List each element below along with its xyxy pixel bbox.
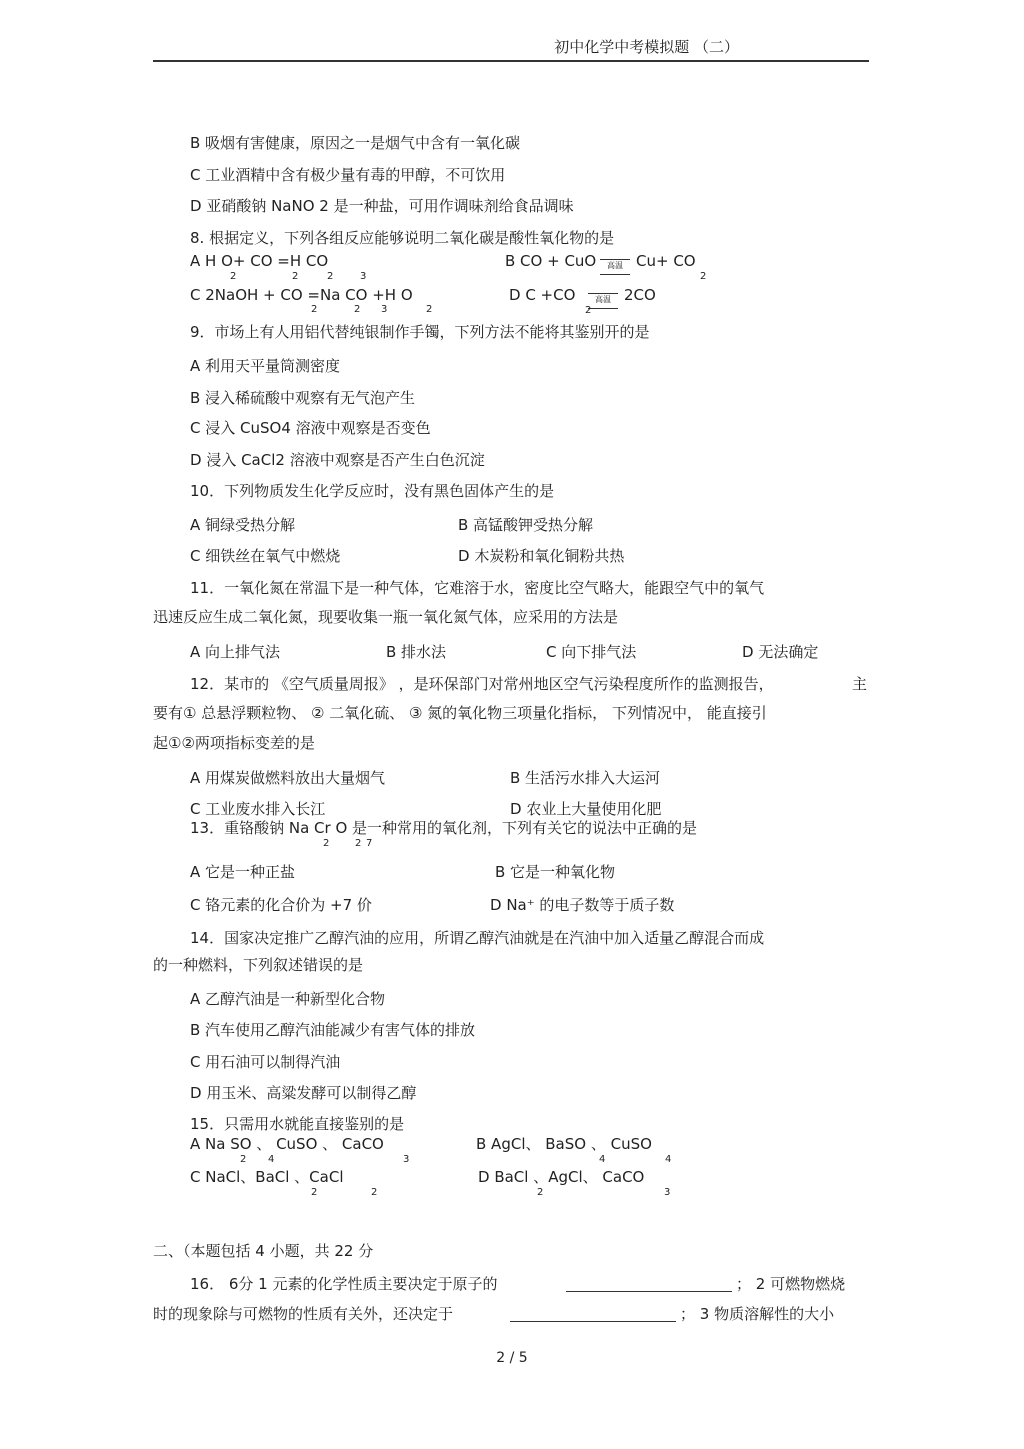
q11-option-c: C 向下排气法: [546, 643, 637, 661]
question-12-cont: 要有① 总悬浮颗粒物、 ② 二氧化硫、 ③ 氮的氧化物三项量化指标， 下列情况中， 能直接引: [153, 704, 767, 722]
question-12: 12．某市的 《空气质量周报》 ，是环保部门对常州地区空气污染程度所作的监测报告，: [190, 675, 774, 693]
q9-option-b: B 浸入稀硫酸中观察有无气泡产生: [190, 389, 416, 407]
q11-option-b: B 排水法: [386, 643, 447, 661]
q12-option-a: A 用煤炭做燃料放出大量烟气: [190, 769, 386, 787]
q12-option-d: D 农业上大量使用化肥: [510, 800, 662, 818]
question-16-mid: ； 2 可燃物燃烧: [736, 1275, 846, 1293]
subscript: 2: [355, 838, 362, 849]
question-13: 13．重铬酸钠 Na Cr O 是一种常用的氧化剂，下列有关它的说法中正确的是: [190, 819, 698, 837]
q15-option-d: D BaCl 、AgCl、 CaCO: [478, 1168, 645, 1186]
q14-option-d: D 用玉米、高粱发酵可以制得乙醇: [190, 1084, 417, 1102]
q9-option-c: C 浸入 CuSO4 溶液中观察是否变色: [190, 419, 431, 437]
q10-option-c: C 细铁丝在氧气中燃烧: [190, 547, 341, 565]
question-16: 16． 6分 1 元素的化学性质主要决定于原子的: [190, 1275, 498, 1293]
answer-blank: [510, 1321, 676, 1322]
q15-option-b: B AgCl、 BaSO 、 CuSO: [476, 1135, 652, 1153]
q14-option-a: A 乙醇汽油是一种新型化合物: [190, 990, 386, 1008]
question-11-cont: 迅速反应生成二氧化氮，现要收集一瓶一氧化氮气体，应采用的方法是: [153, 608, 619, 626]
question-11: 11．一氧化氮在常温下是一种气体，它难溶于水，密度比空气略大，能跟空气中的氧气: [190, 579, 765, 597]
q8-option-c: C 2NaOH + CO =Na CO +H O: [190, 286, 413, 304]
q11-option-a: A 向上排气法: [190, 643, 281, 661]
q10-option-b: B 高锰酸钾受热分解: [458, 516, 594, 534]
q8-option-b-product: Cu+ CO: [636, 252, 696, 270]
question-12-end: 主: [852, 675, 868, 693]
question-15: 15．只需用水就能直接鉴别的是: [190, 1115, 405, 1133]
question-14-cont: 的一种燃料，下列叙述错误的是: [153, 956, 364, 974]
q11-option-d: D 无法确定: [742, 643, 819, 661]
question-16-cont: 时的现象除与可燃物的性质有关外，还决定于: [153, 1305, 454, 1323]
subscript: 3: [360, 271, 367, 282]
subscript: 3: [403, 1154, 410, 1165]
q9-option-a: A 利用天平量筒测密度: [190, 357, 341, 375]
option-line: C 工业酒精中含有极少量有毒的甲醇，不可饮用: [190, 166, 506, 184]
q12-option-b: B 生活污水排入大运河: [510, 769, 661, 787]
header-title: 初中化学中考模拟题 （二）: [554, 38, 739, 56]
subscript: 4: [268, 1154, 275, 1165]
reaction-arrow: 高温: [588, 293, 618, 309]
section-2-heading: 二、（本题包括 4 小题，共 22 分: [153, 1242, 374, 1260]
question-8: 8. 根据定义，下列各组反应能够说明二氧化碳是酸性氧化物的是: [190, 229, 615, 247]
q13-option-b: B 它是一种氧化物: [495, 863, 616, 881]
subscript: 2: [292, 271, 299, 282]
question-16-cont-end: ； 3 物质溶解性的大小: [680, 1305, 835, 1323]
subscript: 2: [230, 271, 237, 282]
q8-option-d: D C +CO: [509, 286, 576, 304]
subscript: 2: [585, 305, 592, 316]
answer-blank: [566, 1291, 732, 1292]
subscript: 2: [426, 304, 433, 315]
subscript: 2: [311, 304, 318, 315]
q8-option-b: B CO + CuO: [505, 252, 597, 270]
subscript: 7: [366, 838, 373, 849]
subscript: 2: [371, 1187, 378, 1198]
q13-option-c: C 铬元素的化合价为 +7 价: [190, 896, 372, 914]
q15-option-a: A Na SO 、 CuSO 、 CaCO: [190, 1135, 384, 1153]
q14-option-c: C 用石油可以制得汽油: [190, 1053, 341, 1071]
q8-option-d-product: 2CO: [624, 286, 656, 304]
q10-option-a: A 铜绿受热分解: [190, 516, 296, 534]
q12-option-c: C 工业废水排入长江: [190, 800, 326, 818]
question-12-cont: 起①②两项指标变差的是: [153, 734, 315, 752]
option-line: B 吸烟有害健康，原因之一是烟气中含有一氧化碳: [190, 134, 521, 152]
subscript: 2: [700, 271, 707, 282]
subscript: 3: [664, 1187, 671, 1198]
q9-option-d: D 浸入 CaCl2 溶液中观察是否产生白色沉淀: [190, 451, 485, 469]
page-number: 2 / 5: [496, 1350, 528, 1366]
question-14: 14．国家决定推广乙醇汽油的应用，所谓乙醇汽油就是在汽油中加入适量乙醇混合而成: [190, 929, 765, 947]
subscript: 3: [381, 304, 388, 315]
option-line: D 亚硝酸钠 NaNO 2 是一种盐，可用作调味剂给食品调味: [190, 197, 574, 215]
q8-option-a: A H O+ CO =H CO: [190, 252, 329, 270]
subscript: 2: [323, 838, 330, 849]
q10-option-d: D 木炭粉和氧化铜粉共热: [458, 547, 625, 565]
q13-option-d: D Na⁺ 的电子数等于质子数: [490, 896, 675, 914]
subscript: 2: [240, 1154, 247, 1165]
question-9: 9．市场上有人用铝代替纯银制作手镯，下列方法不能将其鉴别开的是: [190, 323, 650, 341]
q13-option-a: A 它是一种正盐: [190, 863, 296, 881]
q15-option-c: C NaCl、BaCl 、CaCl: [190, 1168, 344, 1186]
question-10: 10．下列物质发生化学反应时，没有黑色固体产生的是: [190, 482, 555, 500]
q14-option-b: B 汽车使用乙醇汽油能减少有害气体的排放: [190, 1021, 476, 1039]
subscript: 4: [665, 1154, 672, 1165]
subscript: 2: [354, 304, 361, 315]
page-header: [153, 34, 869, 62]
reaction-arrow: 高温: [600, 259, 630, 275]
subscript: 2: [311, 1187, 318, 1198]
subscript: 2: [537, 1187, 544, 1198]
subscript: 2: [327, 271, 334, 282]
subscript: 4: [599, 1154, 606, 1165]
